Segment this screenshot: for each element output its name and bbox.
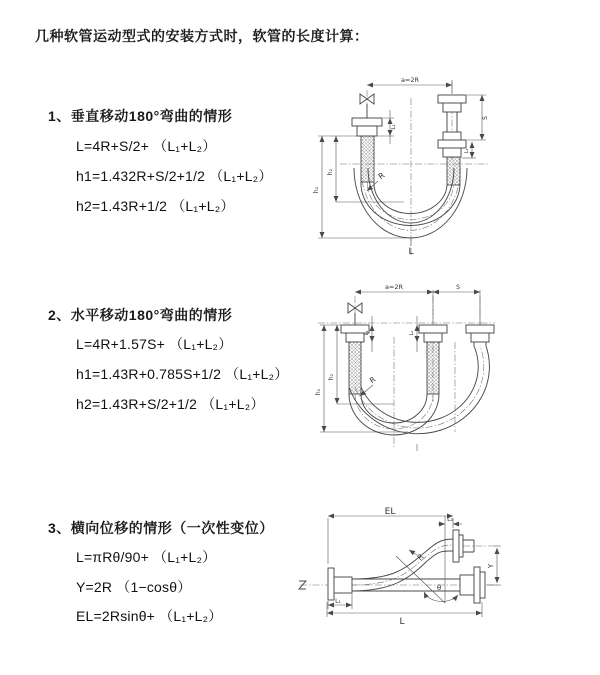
d3-dim-label-y: Y xyxy=(487,563,495,569)
diagram-vertical-u-bend xyxy=(310,70,600,265)
d3-dim-label-l1: L₁ xyxy=(335,598,341,605)
section-2-formula-h2: h2=1.43R+S/2+1/2 （L₁+L₂） xyxy=(76,396,265,412)
d2-dim-label-s: S xyxy=(456,284,460,291)
section-1-formula-h2: h2=1.43R+1/2 （L₁+L₂） xyxy=(76,198,235,214)
section-2-heading: 2、水平移动180°弯曲的情形 xyxy=(48,307,233,323)
section-3-heading: 3、横向位移的情形（一次性变位） xyxy=(48,520,274,536)
d3-dim-label-l2: L₂ xyxy=(447,516,453,523)
d2-radius-label: R xyxy=(367,374,378,386)
section-1-formula-h1: h1=1.432R+S/2+1/2 （L₁+L₂） xyxy=(76,168,273,184)
d2-dim-label-l2: L₂ xyxy=(409,330,415,336)
d1-dim-label-l2: L₂ xyxy=(464,148,470,154)
section-1-formula-l: L=4R+S/2+ （L₁+L₂） xyxy=(76,138,217,154)
d3-drawing xyxy=(299,530,485,603)
d1-dim-label-a2r: a=2R xyxy=(400,76,420,84)
d3-dim-label-el: EL xyxy=(384,507,396,517)
section-1-heading: 1、垂直移动180°弯曲的情形 xyxy=(48,108,233,124)
d3-angle-label: θ xyxy=(436,584,442,592)
d3-labels xyxy=(335,507,495,627)
d2-dimensions xyxy=(320,290,480,451)
section-3-formula-el: EL=2Rsinθ+ （L₁+L₂） xyxy=(76,608,223,624)
d1-dim-label-l1: L₁ xyxy=(391,124,397,130)
d3-radius-label: R xyxy=(415,551,426,563)
d1-radius-label: R xyxy=(376,170,387,182)
d2-dim-label-l1: L₁ xyxy=(364,330,370,336)
section-3-formula-y: Y=2R （1−cosθ） xyxy=(76,579,192,595)
d2-centerlines xyxy=(318,296,495,447)
d1-dim-label-s: S xyxy=(482,116,489,120)
section-3-formula-l: L=πRθ/90+ （L₁+L₂） xyxy=(76,549,217,565)
diagram-horizontal-u-bend xyxy=(310,282,600,460)
d2-dim-label-a2r: a=2R xyxy=(384,283,404,291)
d1-dim-label-h1: h₁ xyxy=(313,186,320,194)
section-2-formula-h1: h1=1.43R+0.785S+1/2 （L₁+L₂） xyxy=(76,366,289,382)
d3-length-label: L xyxy=(399,617,405,627)
section-2-formula-l: L=4R+1.57S+ （L₁+L₂） xyxy=(76,336,233,352)
d2-dim-label-h2: h₂ xyxy=(328,373,335,381)
d1-drawing xyxy=(352,94,467,238)
page-title: 几种软管运动型式的安装方式时，软管的长度计算： xyxy=(35,28,369,44)
hose-upper-wall xyxy=(352,539,453,579)
hose-hatch-left xyxy=(361,136,374,182)
d1-length-label: L xyxy=(408,247,414,257)
diagram-lateral-displacement xyxy=(298,506,600,646)
d1-dim-label-h2: h₂ xyxy=(327,168,334,176)
d2-dim-label-h1: h₁ xyxy=(315,388,322,396)
